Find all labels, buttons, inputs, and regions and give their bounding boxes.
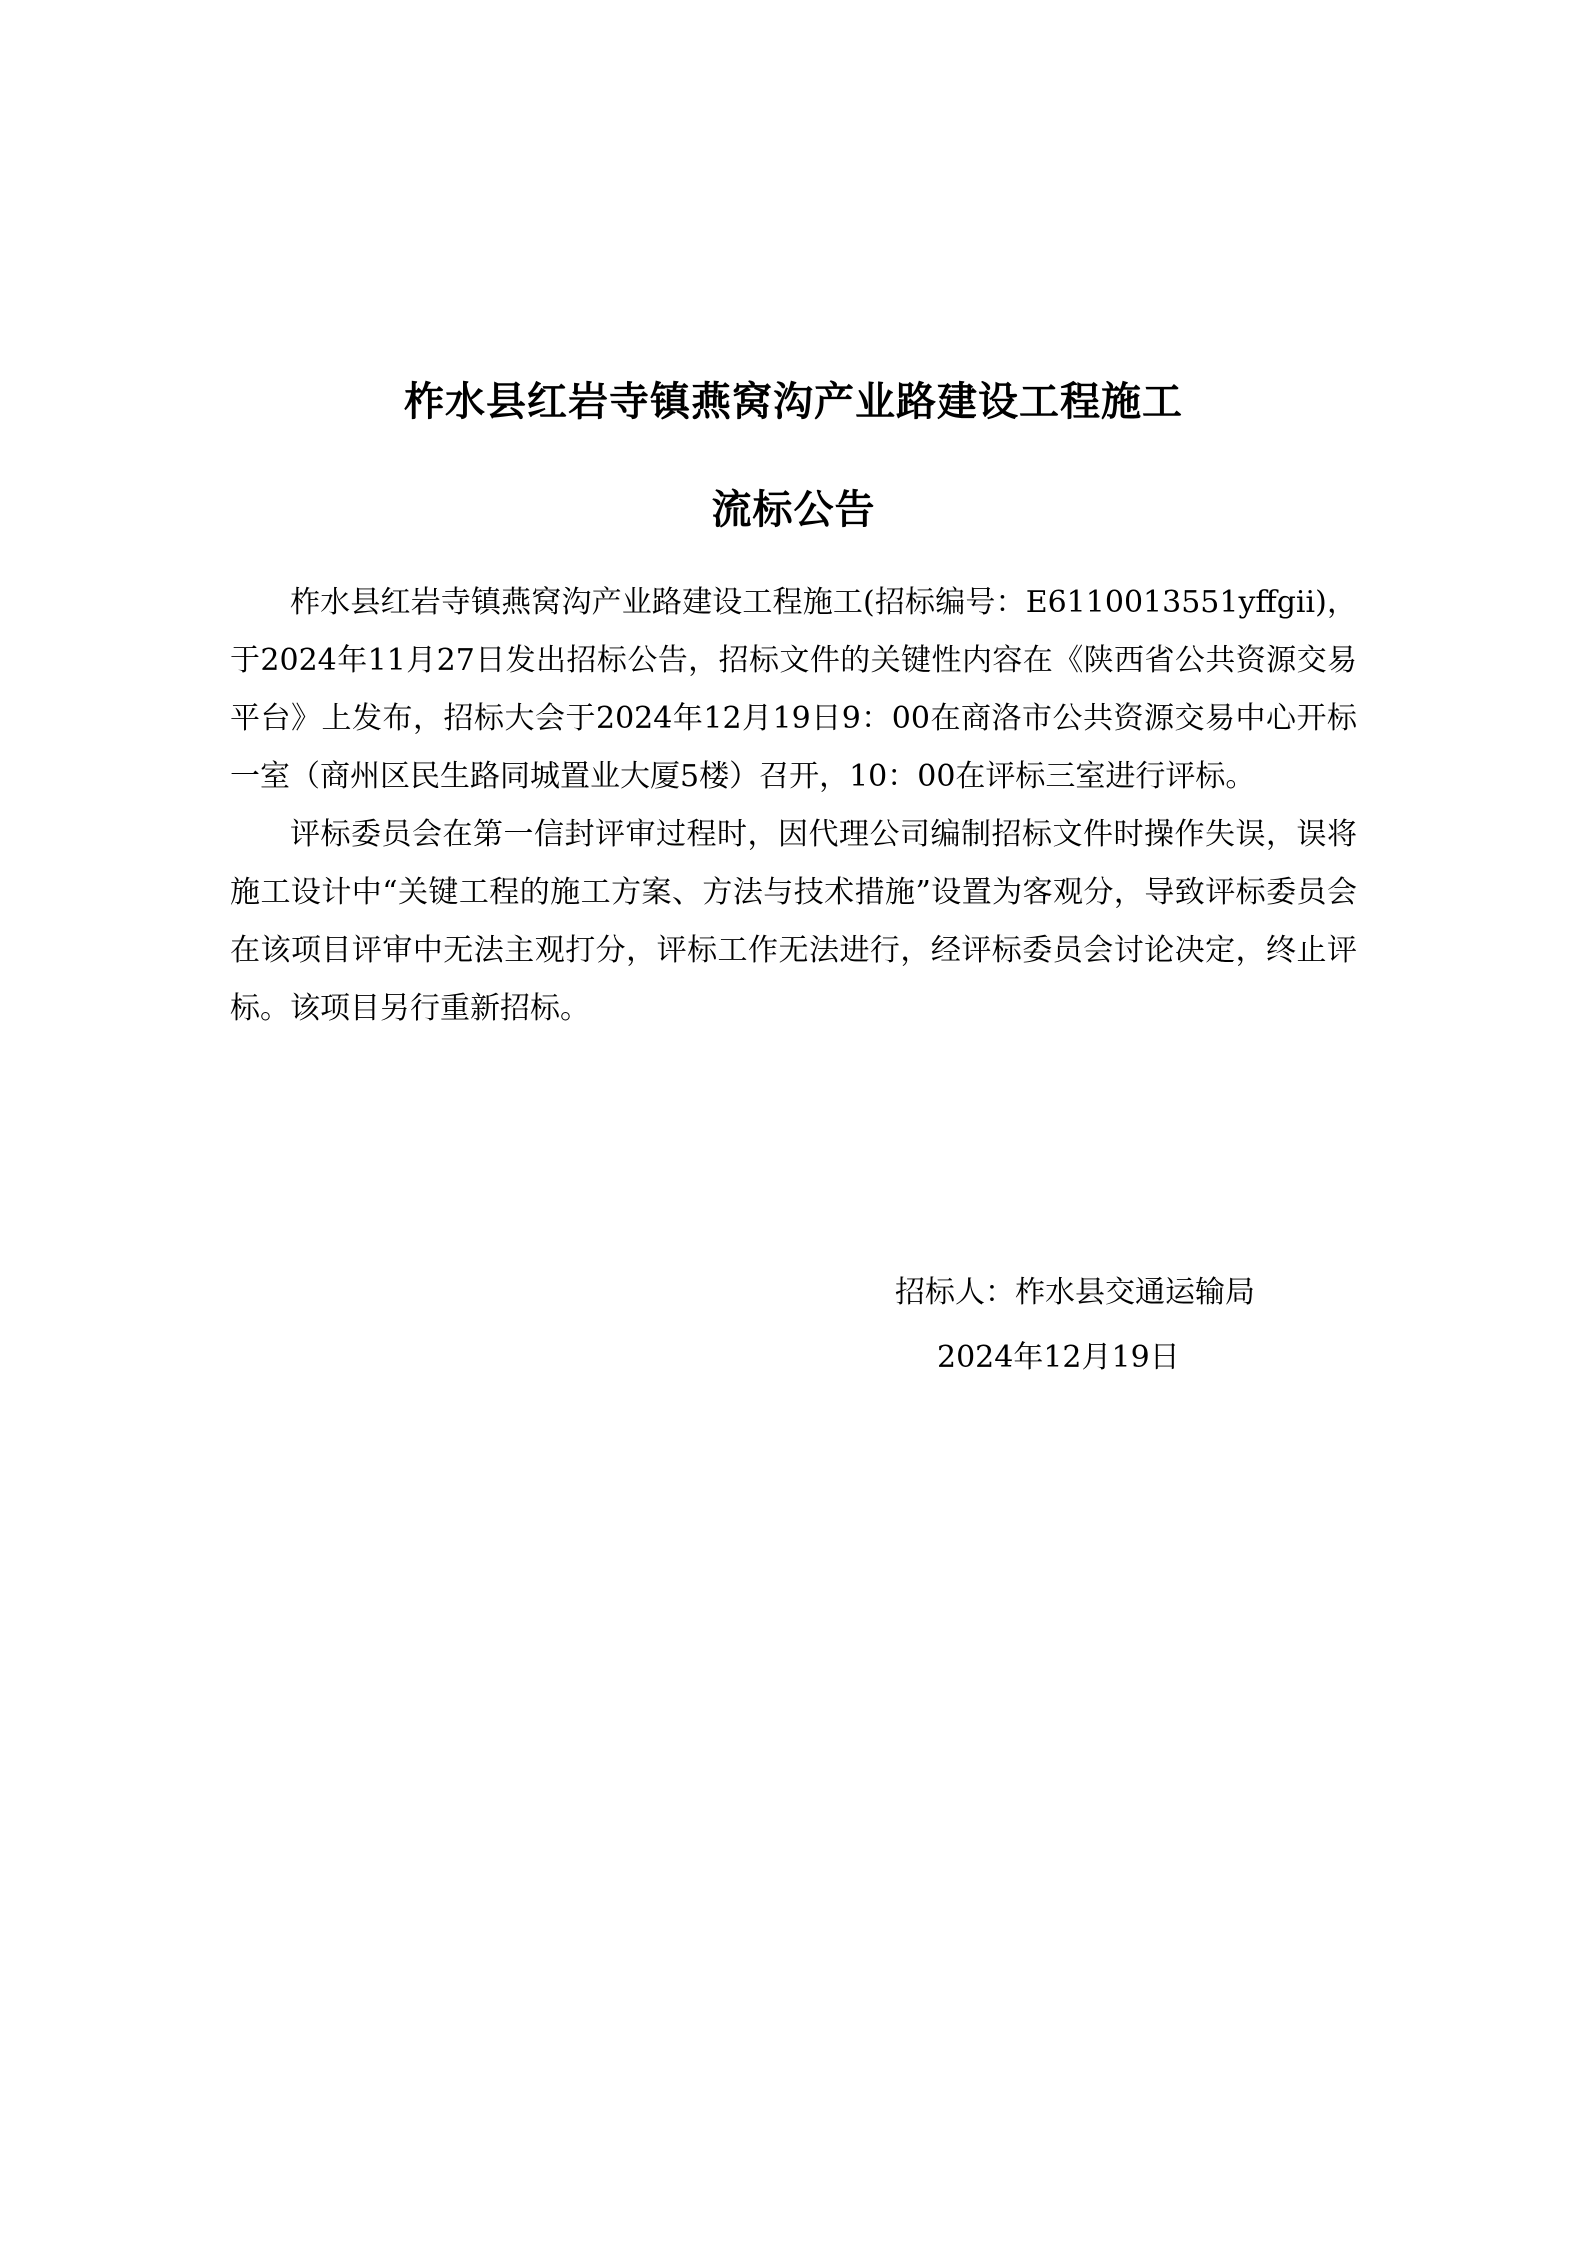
paragraph-announcement: 柞水县红岩寺镇燕窝沟产业路建设工程施工(招标编号：E6110013551yffgii)，于2024年11月27日发出招标公告，招标文件的关键性内容在《陕西省公共资源交易平台》上发布，招标大会于2024年12月19日9：00在商洛市公共资源交易中心开标一室（商州区民生路同城置业大厦5楼）召开，10：00在评标三室进行评标。: [230, 585, 1357, 794]
signatory: 招标人：柞水县交通运输局: [895, 1275, 1255, 1310]
document-body: [230, 574, 1357, 1038]
document-title: 柞水县红岩寺镇燕窝沟产业路建设工程施工: [404, 378, 1183, 425]
paragraph-termination: 评标委员会在第一信封评审过程时，因代理公司编制招标文件时操作失误，误将施工设计中“关键工程的施工方案、方法与技术措施”设置为客观分，导致评标委员会在该项目评审中无法主观打分，评标工作无法进行，经评标委员会讨论决定，终止评标。该项目另行重新招标。: [230, 817, 1357, 1026]
signature-date: 2024年12月19日: [937, 1340, 1180, 1375]
document-subtitle: 流标公告: [711, 486, 876, 533]
